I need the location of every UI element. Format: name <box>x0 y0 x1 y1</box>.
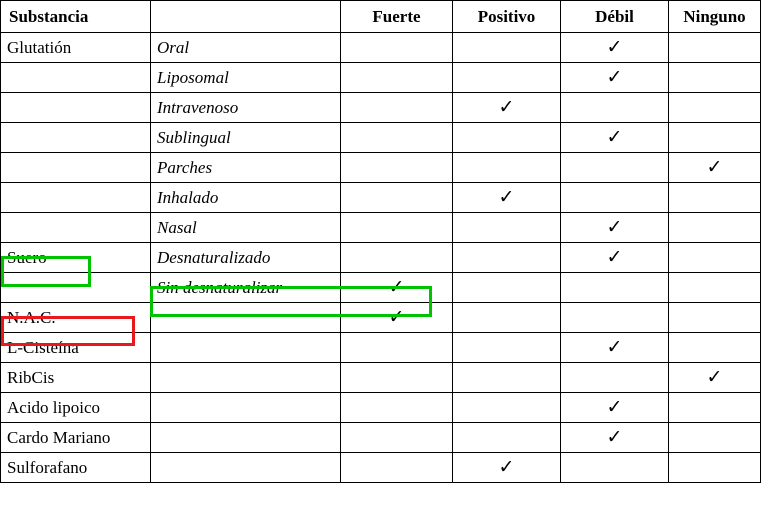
mark-fuerte <box>341 393 453 423</box>
mark-fuerte <box>341 63 453 93</box>
check-icon: ✓ <box>606 396 623 418</box>
table-row <box>1 183 761 213</box>
check-icon: ✓ <box>388 306 405 328</box>
mark-ninguno <box>669 243 761 273</box>
mark-positivo <box>453 63 561 93</box>
mark-fuerte <box>341 93 453 123</box>
check-icon: ✓ <box>388 276 405 298</box>
mark-positivo <box>453 333 561 363</box>
column-header-substancia: Substancia <box>1 1 151 33</box>
substance-form <box>151 363 341 393</box>
mark-ninguno <box>669 333 761 363</box>
table-row <box>1 123 761 153</box>
substance-name: N.A.C. <box>1 303 151 333</box>
check-icon: ✓ <box>606 216 623 238</box>
mark-ninguno <box>669 183 761 213</box>
table-row <box>1 363 761 393</box>
substance-name <box>1 153 151 183</box>
substance-form: Desnaturalizado <box>151 243 341 273</box>
column-header-positivo: Positivo <box>453 1 561 33</box>
substance-name: Acido lipoico <box>1 393 151 423</box>
substance-form: Nasal <box>151 213 341 243</box>
check-icon: ✓ <box>606 126 623 148</box>
mark-fuerte <box>341 273 453 303</box>
mark-ninguno <box>669 33 761 63</box>
substance-form <box>151 453 341 483</box>
mark-debil <box>561 303 669 333</box>
table-row <box>1 93 761 123</box>
substance-name <box>1 123 151 153</box>
mark-fuerte <box>341 333 453 363</box>
table-row <box>1 453 761 483</box>
substance-name: Glutatión <box>1 33 151 63</box>
mark-positivo <box>453 423 561 453</box>
substance-name: RibCis <box>1 363 151 393</box>
table-row <box>1 153 761 183</box>
mark-fuerte <box>341 363 453 393</box>
check-icon: ✓ <box>498 456 515 478</box>
mark-positivo <box>453 213 561 243</box>
header-row <box>1 1 761 33</box>
table-row <box>1 213 761 243</box>
mark-positivo <box>453 243 561 273</box>
mark-debil <box>561 273 669 303</box>
mark-fuerte <box>341 123 453 153</box>
table-row <box>1 273 761 303</box>
substance-name <box>1 213 151 243</box>
check-icon: ✓ <box>606 66 623 88</box>
mark-debil <box>561 153 669 183</box>
check-icon: ✓ <box>706 366 723 388</box>
mark-fuerte <box>341 153 453 183</box>
mark-fuerte <box>341 33 453 63</box>
substance-form <box>151 333 341 363</box>
mark-ninguno <box>669 273 761 303</box>
mark-positivo <box>453 123 561 153</box>
table-body <box>1 33 761 483</box>
table-row <box>1 333 761 363</box>
mark-debil <box>561 333 669 363</box>
mark-debil <box>561 93 669 123</box>
substance-form: Sublingual <box>151 123 341 153</box>
mark-debil <box>561 423 669 453</box>
substance-form: Sin desnaturalizar <box>151 273 341 303</box>
substance-form: Parches <box>151 153 341 183</box>
substance-form: Liposomal <box>151 63 341 93</box>
mark-ninguno <box>669 453 761 483</box>
mark-positivo <box>453 453 561 483</box>
table-row <box>1 63 761 93</box>
mark-ninguno <box>669 423 761 453</box>
column-header-forma <box>151 1 341 33</box>
mark-positivo <box>453 273 561 303</box>
mark-ninguno <box>669 153 761 183</box>
mark-positivo <box>453 153 561 183</box>
check-icon: ✓ <box>706 156 723 178</box>
substance-name: Cardo Mariano <box>1 423 151 453</box>
check-icon: ✓ <box>498 186 515 208</box>
mark-fuerte <box>341 453 453 483</box>
substance-form <box>151 393 341 423</box>
mark-ninguno <box>669 213 761 243</box>
substance-form: Inhalado <box>151 183 341 213</box>
column-header-debil: Débil <box>561 1 669 33</box>
check-icon: ✓ <box>606 36 623 58</box>
mark-positivo <box>453 93 561 123</box>
check-icon: ✓ <box>498 96 515 118</box>
table-header <box>1 1 761 33</box>
check-icon: ✓ <box>606 336 623 358</box>
mark-positivo <box>453 303 561 333</box>
column-header-fuerte: Fuerte <box>341 1 453 33</box>
table-row <box>1 303 761 333</box>
mark-debil <box>561 33 669 63</box>
mark-ninguno <box>669 93 761 123</box>
mark-fuerte <box>341 303 453 333</box>
mark-debil <box>561 63 669 93</box>
substance-form: Intravenoso <box>151 93 341 123</box>
substance-name <box>1 63 151 93</box>
substance-name: L-Cisteína <box>1 333 151 363</box>
mark-debil <box>561 363 669 393</box>
substance-form <box>151 423 341 453</box>
table-row <box>1 393 761 423</box>
mark-debil <box>561 123 669 153</box>
substance-name <box>1 273 151 303</box>
mark-ninguno <box>669 393 761 423</box>
mark-debil <box>561 393 669 423</box>
substance-form: Oral <box>151 33 341 63</box>
mark-fuerte <box>341 423 453 453</box>
mark-ninguno <box>669 63 761 93</box>
substance-form <box>151 303 341 333</box>
table-row <box>1 243 761 273</box>
mark-ninguno <box>669 363 761 393</box>
mark-fuerte <box>341 243 453 273</box>
substance-name: Suero <box>1 243 151 273</box>
check-icon: ✓ <box>606 426 623 448</box>
mark-positivo <box>453 33 561 63</box>
substance-name <box>1 93 151 123</box>
check-icon: ✓ <box>606 246 623 268</box>
mark-positivo <box>453 363 561 393</box>
mark-fuerte <box>341 183 453 213</box>
mark-ninguno <box>669 303 761 333</box>
table-row <box>1 33 761 63</box>
mark-ninguno <box>669 123 761 153</box>
table-row <box>1 423 761 453</box>
mark-debil <box>561 183 669 213</box>
substance-name <box>1 183 151 213</box>
substance-name: Sulforafano <box>1 453 151 483</box>
mark-fuerte <box>341 213 453 243</box>
column-header-ninguno: Ninguno <box>669 1 761 33</box>
mark-debil <box>561 213 669 243</box>
mark-debil <box>561 453 669 483</box>
mark-debil <box>561 243 669 273</box>
mark-positivo <box>453 183 561 213</box>
mark-positivo <box>453 393 561 423</box>
